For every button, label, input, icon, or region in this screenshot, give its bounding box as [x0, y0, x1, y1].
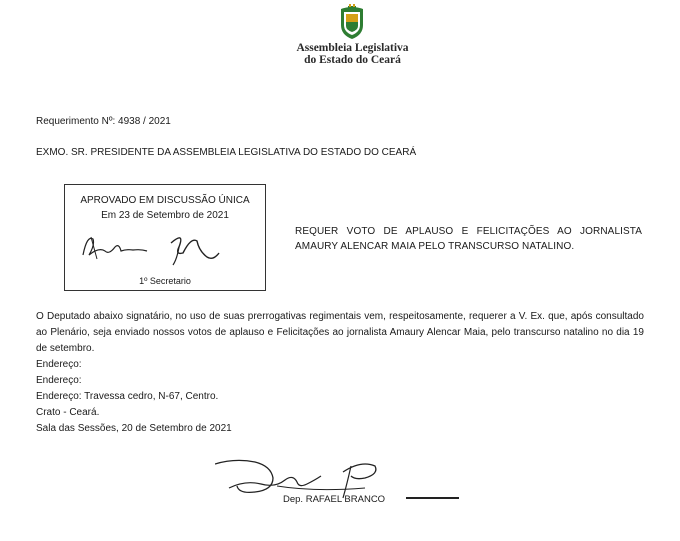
signature-line — [406, 497, 459, 499]
secretary-signature — [75, 225, 255, 273]
signatory-name: Dep. RAFAEL BRANCO — [283, 494, 386, 505]
approval-date: Em 23 de Setembro de 2021 — [101, 210, 229, 221]
approval-role: 1º Secretario — [139, 276, 191, 286]
address-line-2: Endereço: — [36, 375, 82, 386]
institution-line2: do Estado do Ceará — [304, 54, 401, 66]
ceara-coat-of-arms-icon — [333, 3, 371, 41]
institution-name — [250, 42, 455, 66]
approval-stamp — [64, 184, 266, 291]
body-paragraph: O Deputado abaixo signatário, no uso de suas prerrogativas regimentais vem, respeitosamente, requerer a V. Ex. que, após consultado ao Plenário, seja enviado nossos votos de aplauso e Felicitações ao jornalista Amaury Alencar Maia, pelo transcurso natalino no dia 19 de setembro. — [36, 311, 644, 354]
session-date: Sala das Sessões, 20 de Setembro de 2021 — [36, 423, 232, 434]
address-line-3: Endereço: Travessa cedro, N-67, Centro. — [36, 391, 219, 402]
approval-title: APROVADO EM DISCUSSÃO ÚNICA — [80, 195, 250, 206]
request-subject: REQUER VOTO DE APLAUSO E FELICITAÇÕES AO JORNALISTA AMAURY ALENCAR MAIA PELO TRANSCURSO NATALINO. — [295, 226, 642, 252]
institution-line1: Assembleia Legislativa — [296, 42, 409, 54]
requerimento-number: Requerimento Nº: 4938 / 2021 — [36, 116, 171, 127]
addressee-line: EXMO. SR. PRESIDENTE DA ASSEMBLEIA LEGISLATIVA DO ESTADO DO CEARÁ — [36, 147, 417, 158]
address-line-4: Crato - Ceará. — [36, 407, 100, 418]
document-body — [36, 309, 644, 437]
address-line-1: Endereço: — [36, 359, 82, 370]
